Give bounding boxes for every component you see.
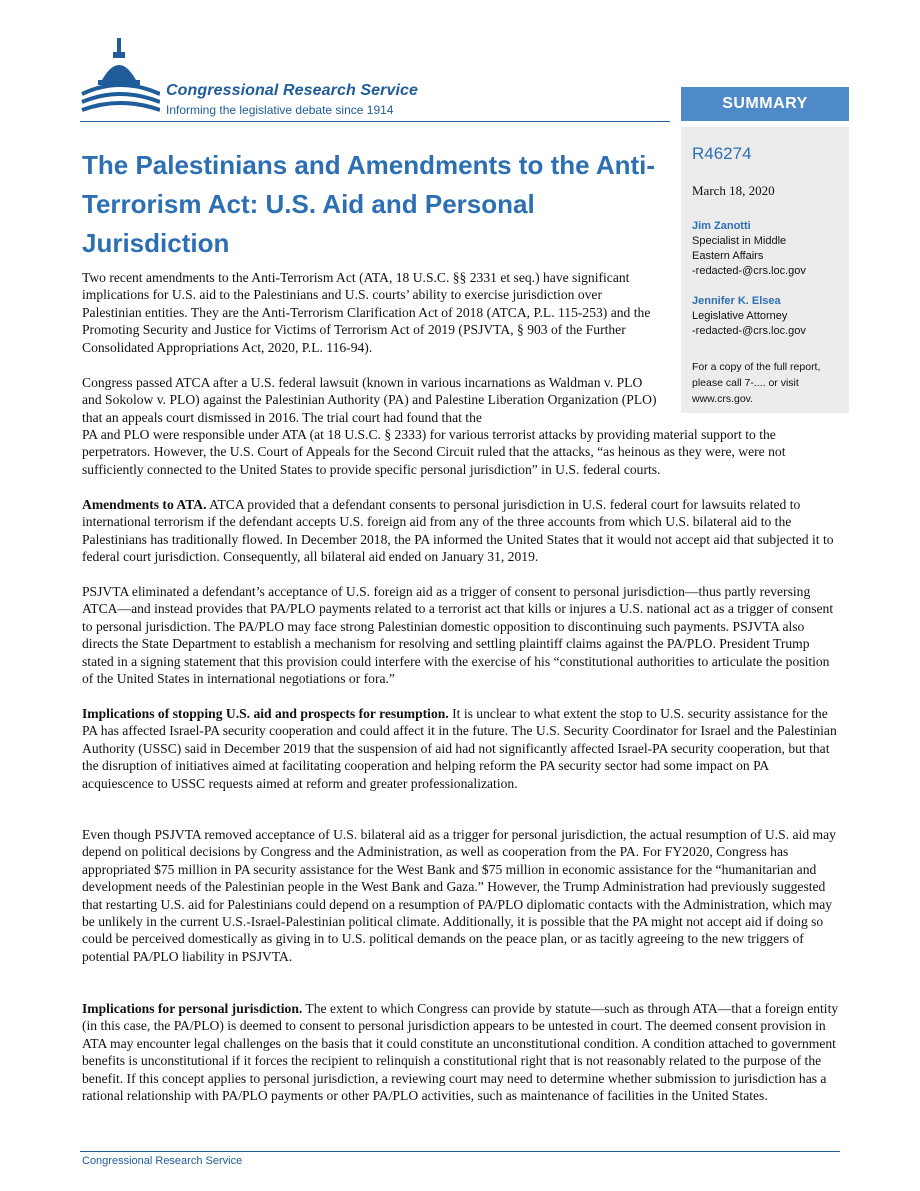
copy-note	[692, 359, 844, 407]
footer-org-name: Congressional Research Service	[82, 1155, 243, 1167]
section-heading: Implications of stopping U.S. aid and prospects for resumption.	[82, 706, 449, 721]
paragraph-intro: Two recent amendments to the Anti-Terrorism Act (ATA, 18 U.S.C. §§ 2331 et seq.) have significant implications for U.S. aid to the Palestinians and U.S. courts’ ability to exercise jurisdiction over Palestinian entities. They are the Anti-Terrorism Clarification Act of 2018 (ATCA, P.L. 115-253) and the Promoting Security and Justice for Victims of Terrorism Act of 2019 (PSJVTA, § 903 of the Further Consolidated Appropriations Act, 2020, P.L. 116-94).	[82, 270, 651, 355]
crs-capitol-logo	[80, 36, 160, 120]
paragraph-text: ATCA provided that a defendant consents to personal jurisdiction in U.S. federal court for lawsuits related to international terrorism if the defendant accepts U.S. foreign aid from any of the three accounts from which U.S. bilateral aid to the Palestinians has traditionally flowed. In December 2018, the PA informed the United States that it would not accept aid that subjected it to federal court jurisdiction. Consequently, all bilateral aid ended on January 31, 2019.	[82, 497, 834, 565]
author-title: Legislative Attorney	[692, 310, 788, 322]
author-email: -redacted-@crs.loc.gov	[692, 325, 806, 337]
paragraph-psjvta: PSJVTA eliminated a defendant’s acceptance of U.S. foreign aid as a trigger of consent to personal jurisdiction—thus partly reversing ATCA—and instead provides that PA/PLO payments related to a terrorist act that kills or injures a U.S. national act as a trigger of consent to personal jurisdiction. The PA/PLO may face strong Palestinian domestic opposition to discontinuing such payments. PSJVTA also directs the State Department to establish a mechanism for resolving and settling plaintiff claims against the PA/PLO. President Trump stated in a signing statement that this provision could interfere with the exercise of his “constitutional authorities to articulate the position of the United States in international negotiations or fora.”	[82, 584, 834, 687]
paragraph-atca-background-cont: PA and PLO were responsible under ATA (at 18 U.S.C. § 2333) for various terrorist attacks by providing material support to the perpetrators. However, the U.S. Court of Appeals for the Second Circuit ruled that the attacks, “as heinous as they were, were not sufficiently connected to the United States to provide specific personal jurisdiction” in U.S. federal courts.	[82, 427, 786, 477]
paragraph-jurisdiction	[82, 1000, 842, 1104]
copy-note-line: For a copy of the full report,	[692, 361, 821, 373]
org-name: Congressional Research Service	[166, 82, 419, 99]
header-divider	[80, 121, 670, 122]
report-title: The Palestinians and Amendments to the Anti-Terrorism Act: U.S. Aid and Personal Jurisdiction	[82, 150, 656, 258]
paragraph-atca-background: Congress passed ATCA after a U.S. federal lawsuit (known in various incarnations as Waldman v. PLO and Sokolow v. PLO) against the Palestinian Authority (PA) and Palestine Liberation Organization (PLO) that an appeals court dismissed in 2016. The trial court had found that the	[82, 375, 657, 425]
paragraph-amendments	[82, 496, 842, 566]
report-number: R46274	[692, 144, 752, 163]
copy-note-line: please call 7-.... or visit	[692, 377, 799, 389]
report-date: March 18, 2020	[692, 183, 775, 198]
paragraph-aid-resumption: Even though PSJVTA removed acceptance of U.S. bilateral aid as a trigger for personal jurisdiction, the actual resumption of U.S. aid may depend on political decisions by Congress and the Administration, as well as cooperation from the PA. For FY2020, Congress has appropriated $75 million in PA security assistance for the West Bank and $75 million in economic assistance for the “humanitarian and development needs of the Palestinian people in the West Bank and Gaza.” However, the Trump Administration had previously suggested that restarting U.S. aid for Palestinians could depend on a resumption of PA/PLO diplomatic contacts with the Administration, which may be unlikely in the current U.S.-Israel-Palestinian political climate. Additionally, it is possible that the PA might not accept aid if doing so could be perceived domestically as giving in to U.S. political demands on the peace plan, or as tacitly agreeing to the new triggers of potential PA/PLO liability in PSJVTA.	[82, 827, 836, 964]
author-title: Eastern Affairs	[692, 250, 764, 262]
summary-banner: SUMMARY	[681, 87, 849, 121]
author-name: Jennifer K. Elsea	[692, 295, 781, 307]
author-name: Jim Zanotti	[692, 220, 751, 232]
footer-divider	[80, 1151, 840, 1152]
paragraph-text: It is unclear to what extent the stop to U.S. security assistance for the PA has affected Israel-PA security cooperation and could affect it in the future. The U.S. Security Coordinator for Israel and the Palestinian Authority (USSC) said in December 2019 that the suspension of aid had not significantly affected Israel-PA security cooperation, but that the disruption of initiatives aimed at facilitating cooperation and helping reform the PA security sector had some impact on PA acquiescence to USSC requests aimed at reform and greater professionalization.	[82, 706, 837, 791]
crs-website-link[interactable]: www.crs.gov.	[692, 393, 754, 405]
section-heading: Implications for personal jurisdiction.	[82, 1001, 303, 1016]
author-title: Specialist in Middle	[692, 235, 787, 247]
author-email: -redacted-@crs.loc.gov	[692, 265, 806, 277]
paragraph-aid-implications	[82, 705, 842, 792]
org-tagline: Informing the legislative debate since 1914	[166, 103, 394, 117]
section-heading: Amendments to ATA.	[82, 497, 207, 512]
paragraph-text: The extent to which Congress can provide by statute—such as through ATA—that a foreign entity (in this case, the PA/PLO) is deemed to consent to personal jurisdiction appears to be untested in court. The deemed consent provision in ATA may encounter legal challenges on the basis that it could constitute an unconstitutional condition. A condition attached to government benefits is unconstitutional if it forces the recipient to relinquish a constitutional right that is not reasonably related to the purpose of the benefit. If this concept applies to personal jurisdiction, a reviewing court may need to determine whether submission to jurisdiction has a rational relationship with PA/PLO payments or other PA/PLO activities, such as maintenance of facilities in the United States.	[82, 1001, 839, 1104]
author-block	[692, 219, 806, 279]
author-block	[692, 294, 806, 339]
